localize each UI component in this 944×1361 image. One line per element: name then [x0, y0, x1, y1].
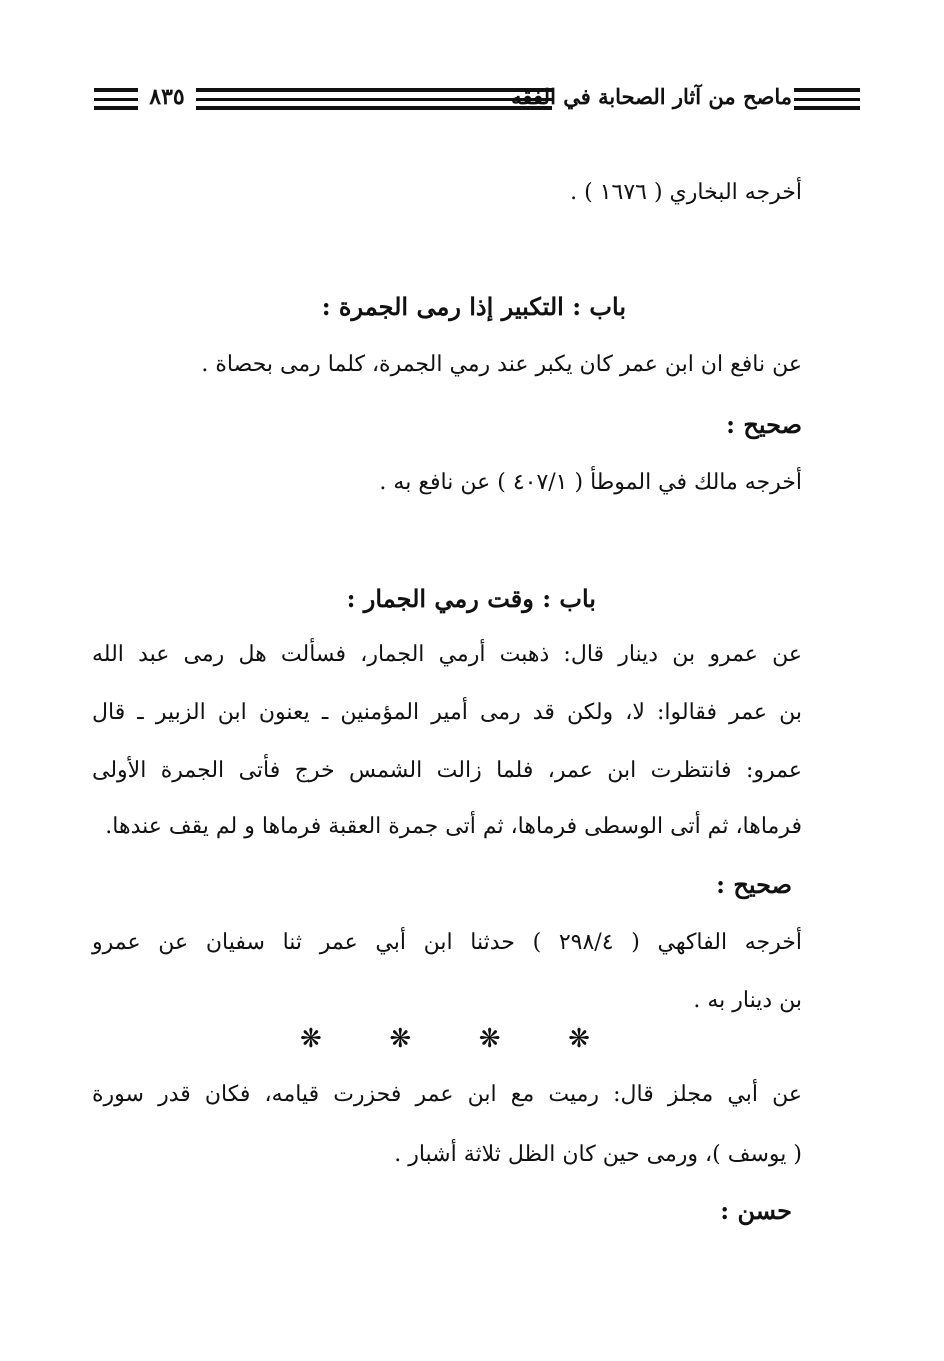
narration-line: ( يوسف )، ورمى حين كان الظل ثلاثة أشبار . [394, 1142, 802, 1167]
section-separator [300, 1024, 590, 1054]
narration-line: عن أبي مجلز قال: رميت مع ابن عمر فحزرت قيامه، فكان قدر سورة [92, 1082, 802, 1107]
grade-label: صحيح : [716, 870, 792, 899]
grade-label: حسن : [720, 1196, 792, 1225]
section-heading: باب : وقت رمي الجمار : [346, 584, 596, 613]
separator-star-icon: ❋ [389, 1024, 412, 1054]
narration-line: بن عمر فقالوا: لا، ولكن قد رمى أمير المؤمنين ـ يعنون ابن الزبير ـ قال [92, 700, 802, 725]
takhrij-line: أخرجه مالك في الموطأ ( ٤٠٧/١ ) عن نافع به . [379, 470, 802, 495]
section-heading: باب : التكبير إذا رمى الجمرة : [321, 292, 626, 321]
narration-line: عن نافع ان ابن عمر كان يكبر عند رمي الجمرة، كلما رمى بحصاة . [201, 352, 802, 377]
narration-line: عن عمرو بن دينار قال: ذهبت أرمي الجمار، فسألت هل رمى عبد الله [92, 642, 802, 667]
takhrij-line: أخرجه البخاري ( ١٦٧٦ ) . [570, 180, 802, 205]
takhrij-line: أخرجه الفاكهي ( ٢٩٨/٤ ) حدثنا ابن أبي عمر ثنا سفيان عن عمرو [92, 930, 803, 955]
narration-line: عمرو: فانتظرت ابن عمر، فلما زالت الشمس خرج فأتى الجمرة الأولى [92, 758, 802, 783]
header-rule-right [794, 88, 860, 110]
page-body [92, 0, 802, 1361]
takhrij-line: بن دينار به . [693, 988, 802, 1013]
separator-star-icon: ❋ [300, 1024, 322, 1054]
running-title: ماصح من آثار الصحابة في الفقه [511, 84, 792, 109]
page-number: ٨٣٥ [149, 84, 185, 110]
separator-star-icon: ❋ [478, 1024, 501, 1054]
grade-label: صحيح : [726, 410, 802, 439]
separator-star-icon: ❋ [568, 1024, 590, 1054]
narration-line: فرماها، ثم أتى الوسطى فرماها، ثم أتى جمرة العقبة فرماها و لم يقف عندها. [105, 814, 802, 839]
